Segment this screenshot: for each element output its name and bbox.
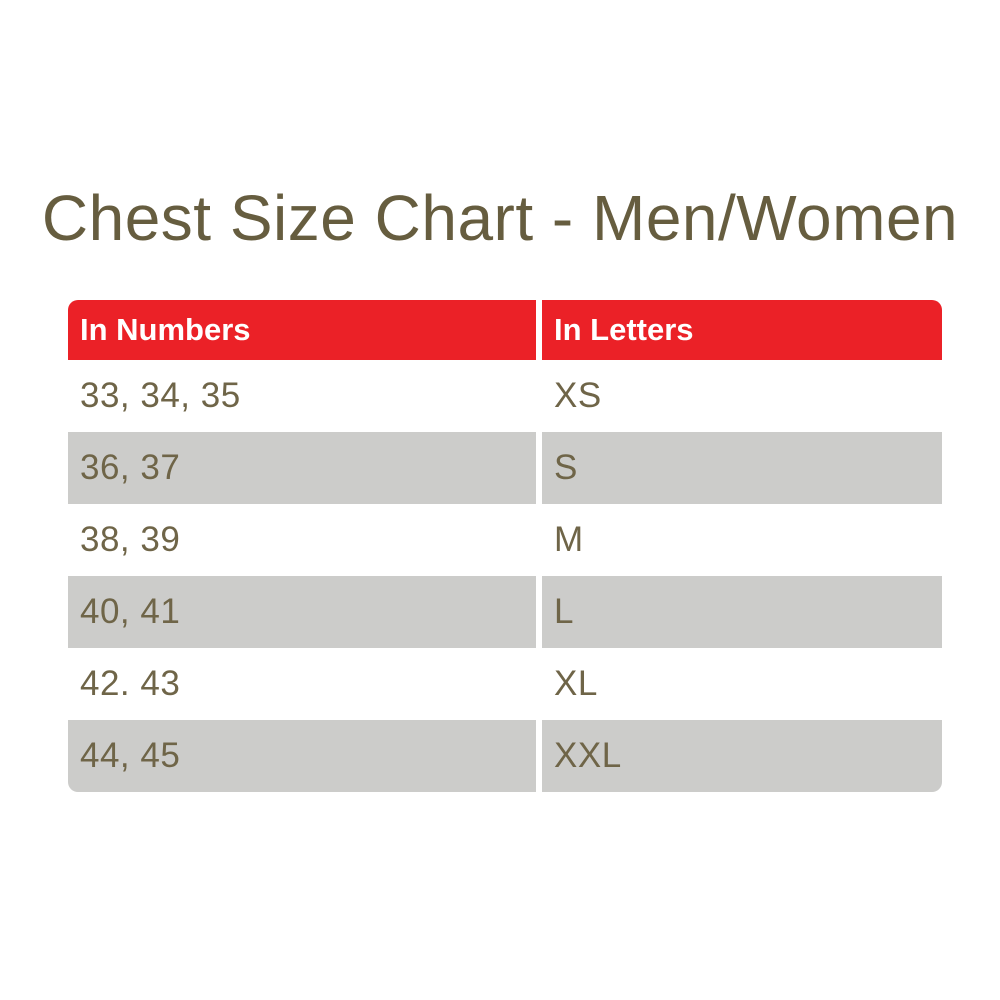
table-row xyxy=(68,432,942,504)
cell-numbers: 40, 41 xyxy=(68,576,536,648)
cell-letters: XS xyxy=(542,360,942,432)
page-title: Chest Size Chart - Men/Women xyxy=(41,182,959,254)
cell-letters: XL xyxy=(542,648,942,720)
cell-numbers: 33, 34, 35 xyxy=(68,360,536,432)
table-row xyxy=(68,648,942,720)
table-header-row xyxy=(68,300,942,360)
cell-numbers: 42. 43 xyxy=(68,648,536,720)
cell-numbers: 36, 37 xyxy=(68,432,536,504)
table-row xyxy=(68,360,942,432)
cell-letters: M xyxy=(542,504,942,576)
size-chart-table xyxy=(68,300,942,792)
cell-numbers: 44, 45 xyxy=(68,720,536,792)
cell-letters: L xyxy=(542,576,942,648)
cell-letters: S xyxy=(542,432,942,504)
cell-numbers: 38, 39 xyxy=(68,504,536,576)
column-header-in-numbers: In Numbers xyxy=(68,300,536,360)
column-header-in-letters: In Letters xyxy=(542,300,942,360)
table-row xyxy=(68,720,942,792)
table-row xyxy=(68,504,942,576)
table-row xyxy=(68,576,942,648)
cell-letters: XXL xyxy=(542,720,942,792)
